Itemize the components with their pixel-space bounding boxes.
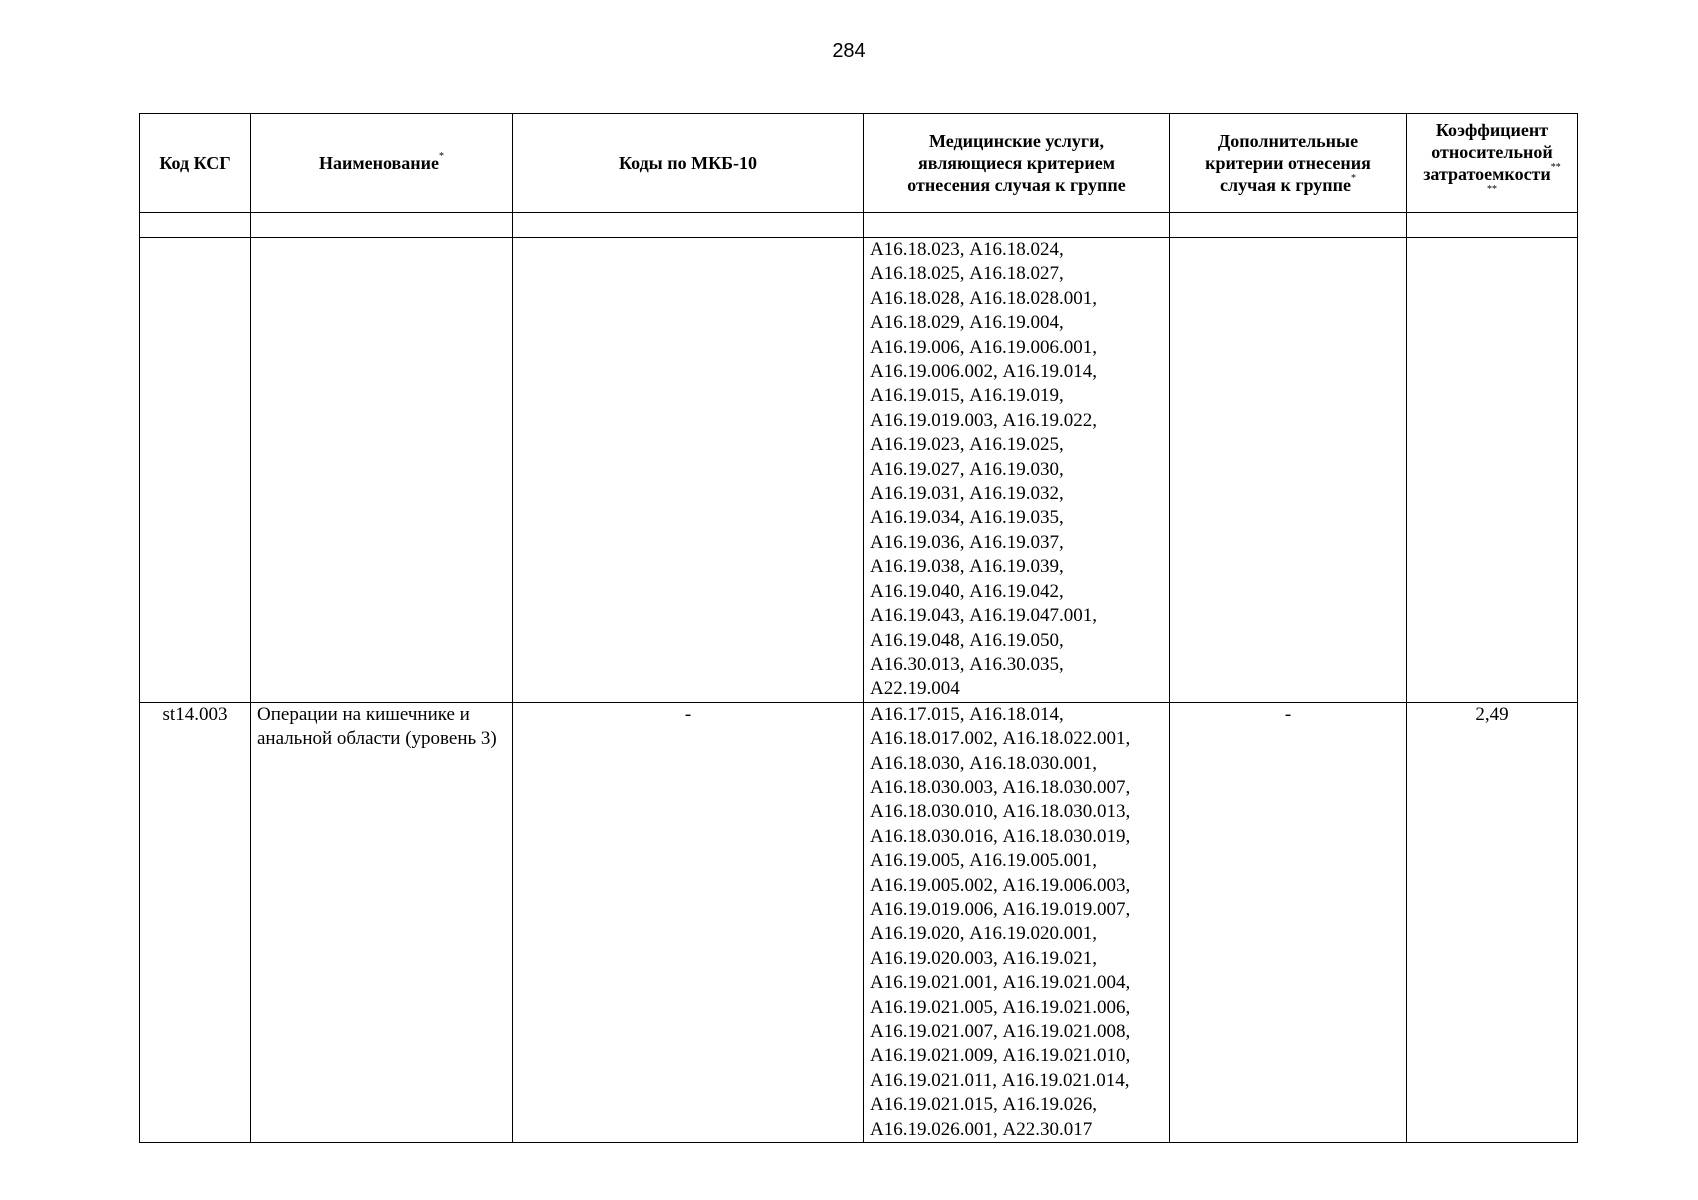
cell-coefficient: 2,49 [1407,702,1578,1142]
footnote-mark: * [439,151,444,162]
cell-name: Операции на кишечнике и анальной области (уровень 3) [251,702,513,1142]
service-code-line: А16.18.030.010, А16.18.030.013, [870,801,1131,823]
service-code-line: А16.18.030.003, А16.18.030.007, [870,776,1131,798]
table-header-row [140,114,1578,213]
service-code-line: А16.18.017.002, А16.18.022.001, [870,728,1131,750]
cell-services [864,702,1170,1142]
service-code-line: А16.19.031, А16.19.032, [870,483,1064,505]
service-code-line: А16.19.005, А16.19.005.001, [870,850,1097,872]
header-extra-criteria: Дополнительные критерии отнесения случая к группе* [1170,114,1407,213]
footnote-mark: ** [1550,162,1561,173]
footnote-mark: ** [1487,184,1497,195]
service-code-line: А16.30.013, А16.30.035, [870,653,1064,675]
service-code-line: А16.19.019.006, А16.19.019.007, [870,898,1131,920]
header-icd: Коды по МКБ-10 [513,114,864,213]
service-code-line: А22.19.004 [870,678,960,700]
service-code-line: А16.19.019.003, А16.19.022, [870,409,1097,431]
service-code-line: А16.19.021.005, А16.19.021.006, [870,996,1131,1018]
cell-services [864,238,1170,703]
cell-extra: - [1170,702,1407,1142]
service-code-line: А16.19.006, А16.19.006.001, [870,336,1097,358]
service-code-line: А16.18.028, А16.18.028.001, [870,287,1097,309]
service-code-line: А16.18.025, А16.18.027, [870,263,1064,285]
cell-code: st14.003 [140,702,251,1142]
header-services: Медицинские услуги, являющиеся критерием отнесения случая к группе [864,114,1170,213]
service-code-line: А16.19.034, А16.19.035, [870,507,1064,529]
service-code-line: А16.18.030.016, А16.18.030.019, [870,825,1131,847]
service-code-line: А16.18.030, А16.18.030.001, [870,752,1097,774]
service-code-line: А16.19.026.001, А22.30.017 [870,1118,1093,1140]
service-code-line: А16.19.015, А16.19.019, [870,385,1064,407]
service-code-line: А16.19.020, А16.19.020.001, [870,923,1097,945]
service-code-line: А16.19.036, А16.19.037, [870,531,1064,553]
header-coefficient: Коэффициент относительной затратоемкости** ** [1407,114,1578,213]
service-code-line: А16.19.021.015, А16.19.026, [870,1094,1097,1116]
service-code-line: А16.19.027, А16.19.030, [870,458,1064,480]
cell-name [251,238,513,703]
service-code-line: А16.19.020.003, А16.19.021, [870,947,1097,969]
service-code-line: А16.19.006.002, А16.19.014, [870,361,1097,383]
ksg-table [139,113,1578,1143]
page-number: 284 [832,40,866,62]
service-code-line: А16.19.040, А16.19.042, [870,580,1064,602]
service-code-line: А16.18.029, А16.19.004, [870,312,1064,334]
service-code-line: А16.19.048, А16.19.050, [870,629,1064,651]
table-row-st14-003 [140,702,1578,1142]
cell-icd: - [513,702,864,1142]
table-spacer-row [140,213,1578,238]
header-name: Наименование* [251,114,513,213]
cell-code [140,238,251,703]
service-code-line: А16.19.038, А16.19.039, [870,556,1064,578]
cell-icd [513,238,864,703]
service-code-line: А16.19.021.011, А16.19.021.014, [870,1069,1130,1091]
service-code-line: А16.19.021.009, А16.19.021.010, [870,1045,1131,1067]
service-code-line: А16.19.005.002, А16.19.006.003, [870,874,1131,896]
service-code-line: А16.18.023, А16.18.024, [870,239,1064,260]
cell-coefficient [1407,238,1578,703]
footnote-mark: * [1351,173,1357,184]
header-code: Код КСГ [140,114,251,213]
service-code-line: А16.19.021.001, А16.19.021.004, [870,972,1131,994]
service-code-line: А16.17.015, А16.18.014, [870,703,1064,725]
service-code-line: А16.19.023, А16.19.025, [870,434,1064,456]
service-code-line: А16.19.021.007, А16.19.021.008, [870,1021,1131,1042]
cell-extra [1170,238,1407,703]
table-row-continued [140,238,1578,703]
service-code-line: А16.19.043, А16.19.047.001, [870,605,1097,627]
